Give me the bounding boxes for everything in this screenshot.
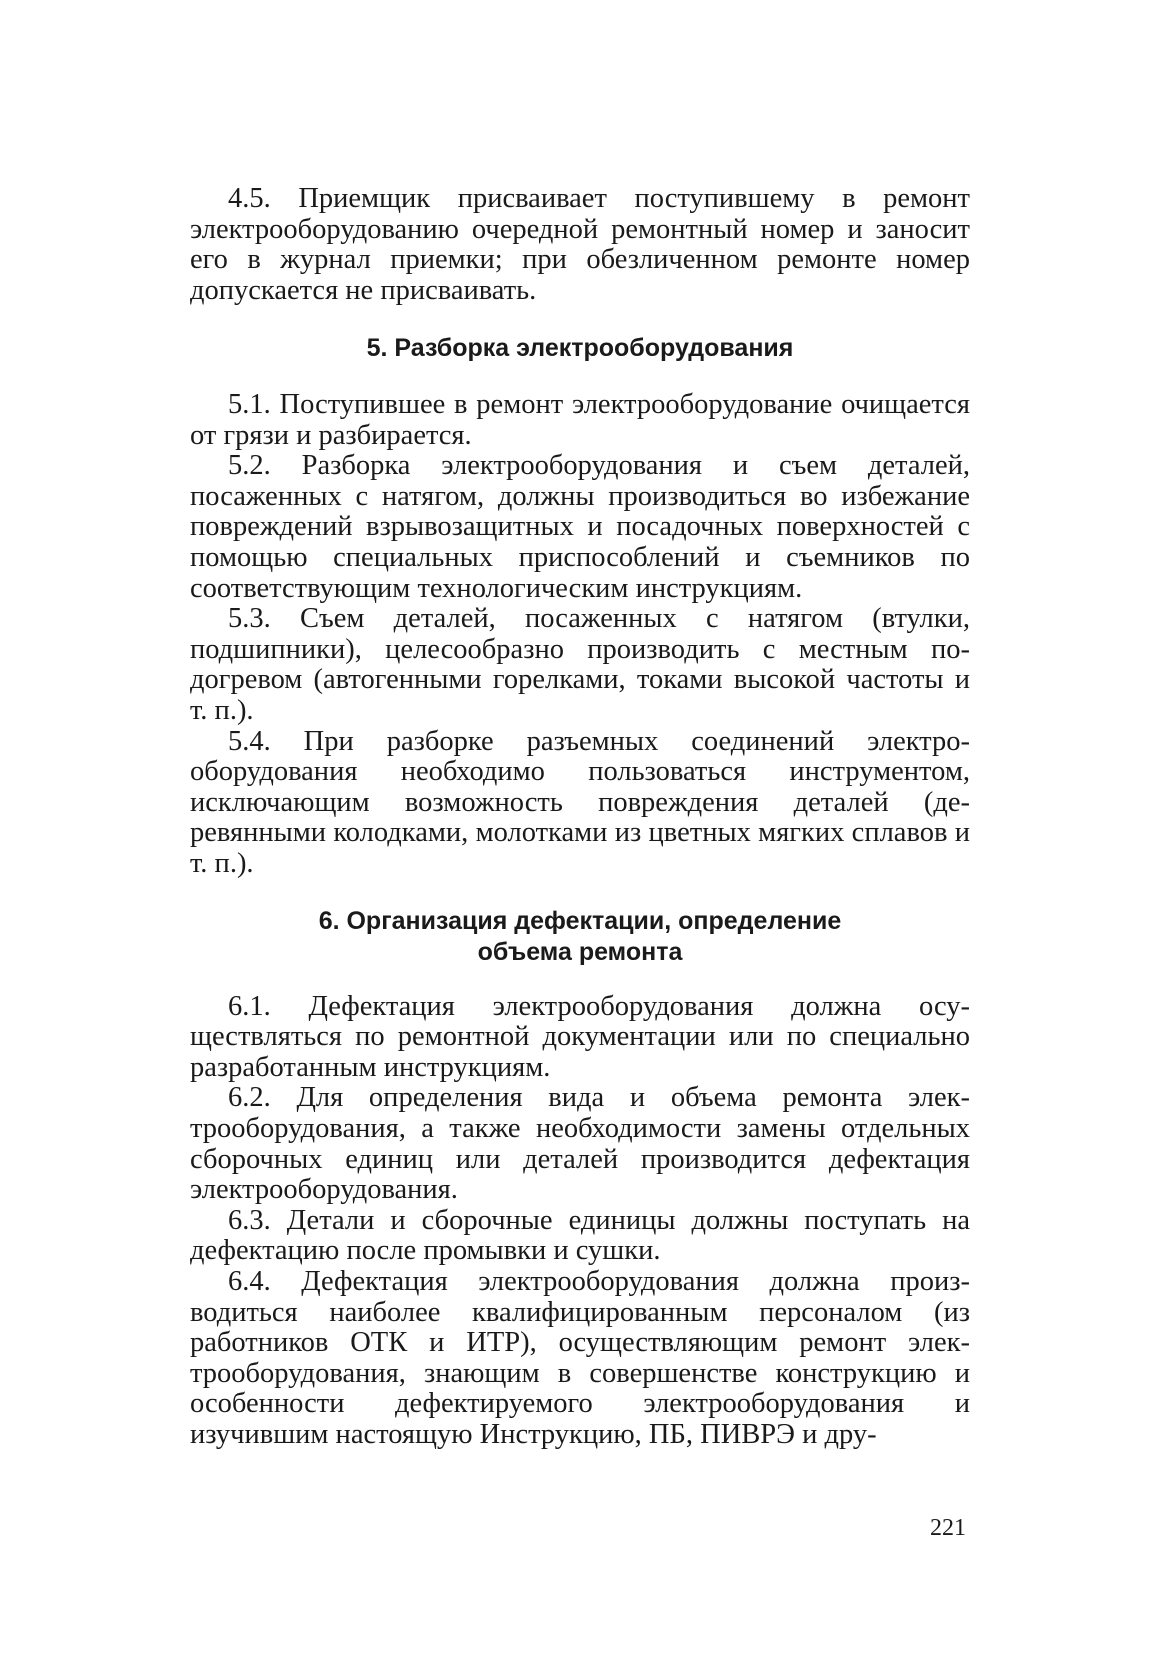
page-text (190, 184, 970, 1451)
section-6-heading-line-2: объема ремонта (477, 938, 683, 967)
paragraph-5-2: 5.2. Разборка электрооборудования и съем деталей, посаженных с натягом, должны производиться во избежание повреждений взрывозащитных и посадочных поверхностей с помощью специальных приспособлений и съемников по соответствующим технологическим инструкциям. (190, 450, 970, 604)
paragraph-5-1: 5.1. Поступившее в ремонт электрооборудование очищается от грязи и разбирается. (190, 388, 970, 451)
paragraph-5-3: 5.3. Съем деталей, посаженных с натягом (втулки, подшипники), целесообразно производить с местным подогревом (автогенными горелками, токами высокой частоты и т. п.). (190, 603, 970, 726)
paragraph-6-4: 6.4. Дефектация электрооборудования должна производиться наиболее квалифицированным персоналом (из работников ОТК и ИТР), осуществляющим ремонт электрооборудования, знающим в совершенстве конструкцию и особенности дефектируемого электрооборудования и изучившим настоящую Инструкцию, ПБ, ПИВРЭ и дру- (190, 1266, 970, 1450)
section-5-heading: 5. Разборка электрооборудования (366, 334, 794, 363)
section-6-heading-line-1: 6. Организация дефектации, определение (318, 907, 842, 936)
paragraph-6-2: 6.2. Для определения вида и объема ремонта электрооборудования, а также необходимости замены отдельных сборочных единиц или деталей производится дефектация электрооборудования. (190, 1082, 970, 1206)
paragraph-4-5: 4.5. Приемщик присваивает поступившему в ремонт электрооборудованию очередной ремонтный номер и заносит его в журнал приемки; при обезличенном ремонте номер допускается не присваивать. (190, 183, 970, 306)
section-6-heading (190, 906, 970, 967)
paragraph-5-4: 5.4. При разборке разъемных соединений электрооборудования необходимо пользоваться инструментом, исключающим возможность повреждения деталей (деревянными колодками, молотками из цветных мягких сплавов и т. п.). (190, 725, 970, 879)
paragraph-6-3: 6.3. Детали и сборочные единицы должны поступать на дефектацию после промывки и сушки. (190, 1204, 970, 1267)
page-number: 221 (930, 1515, 966, 1541)
paragraph-6-1: 6.1. Дефектация электрооборудования должна осуществляться по ремонтной документации или по специально разработанным инструкциям. (190, 990, 970, 1083)
